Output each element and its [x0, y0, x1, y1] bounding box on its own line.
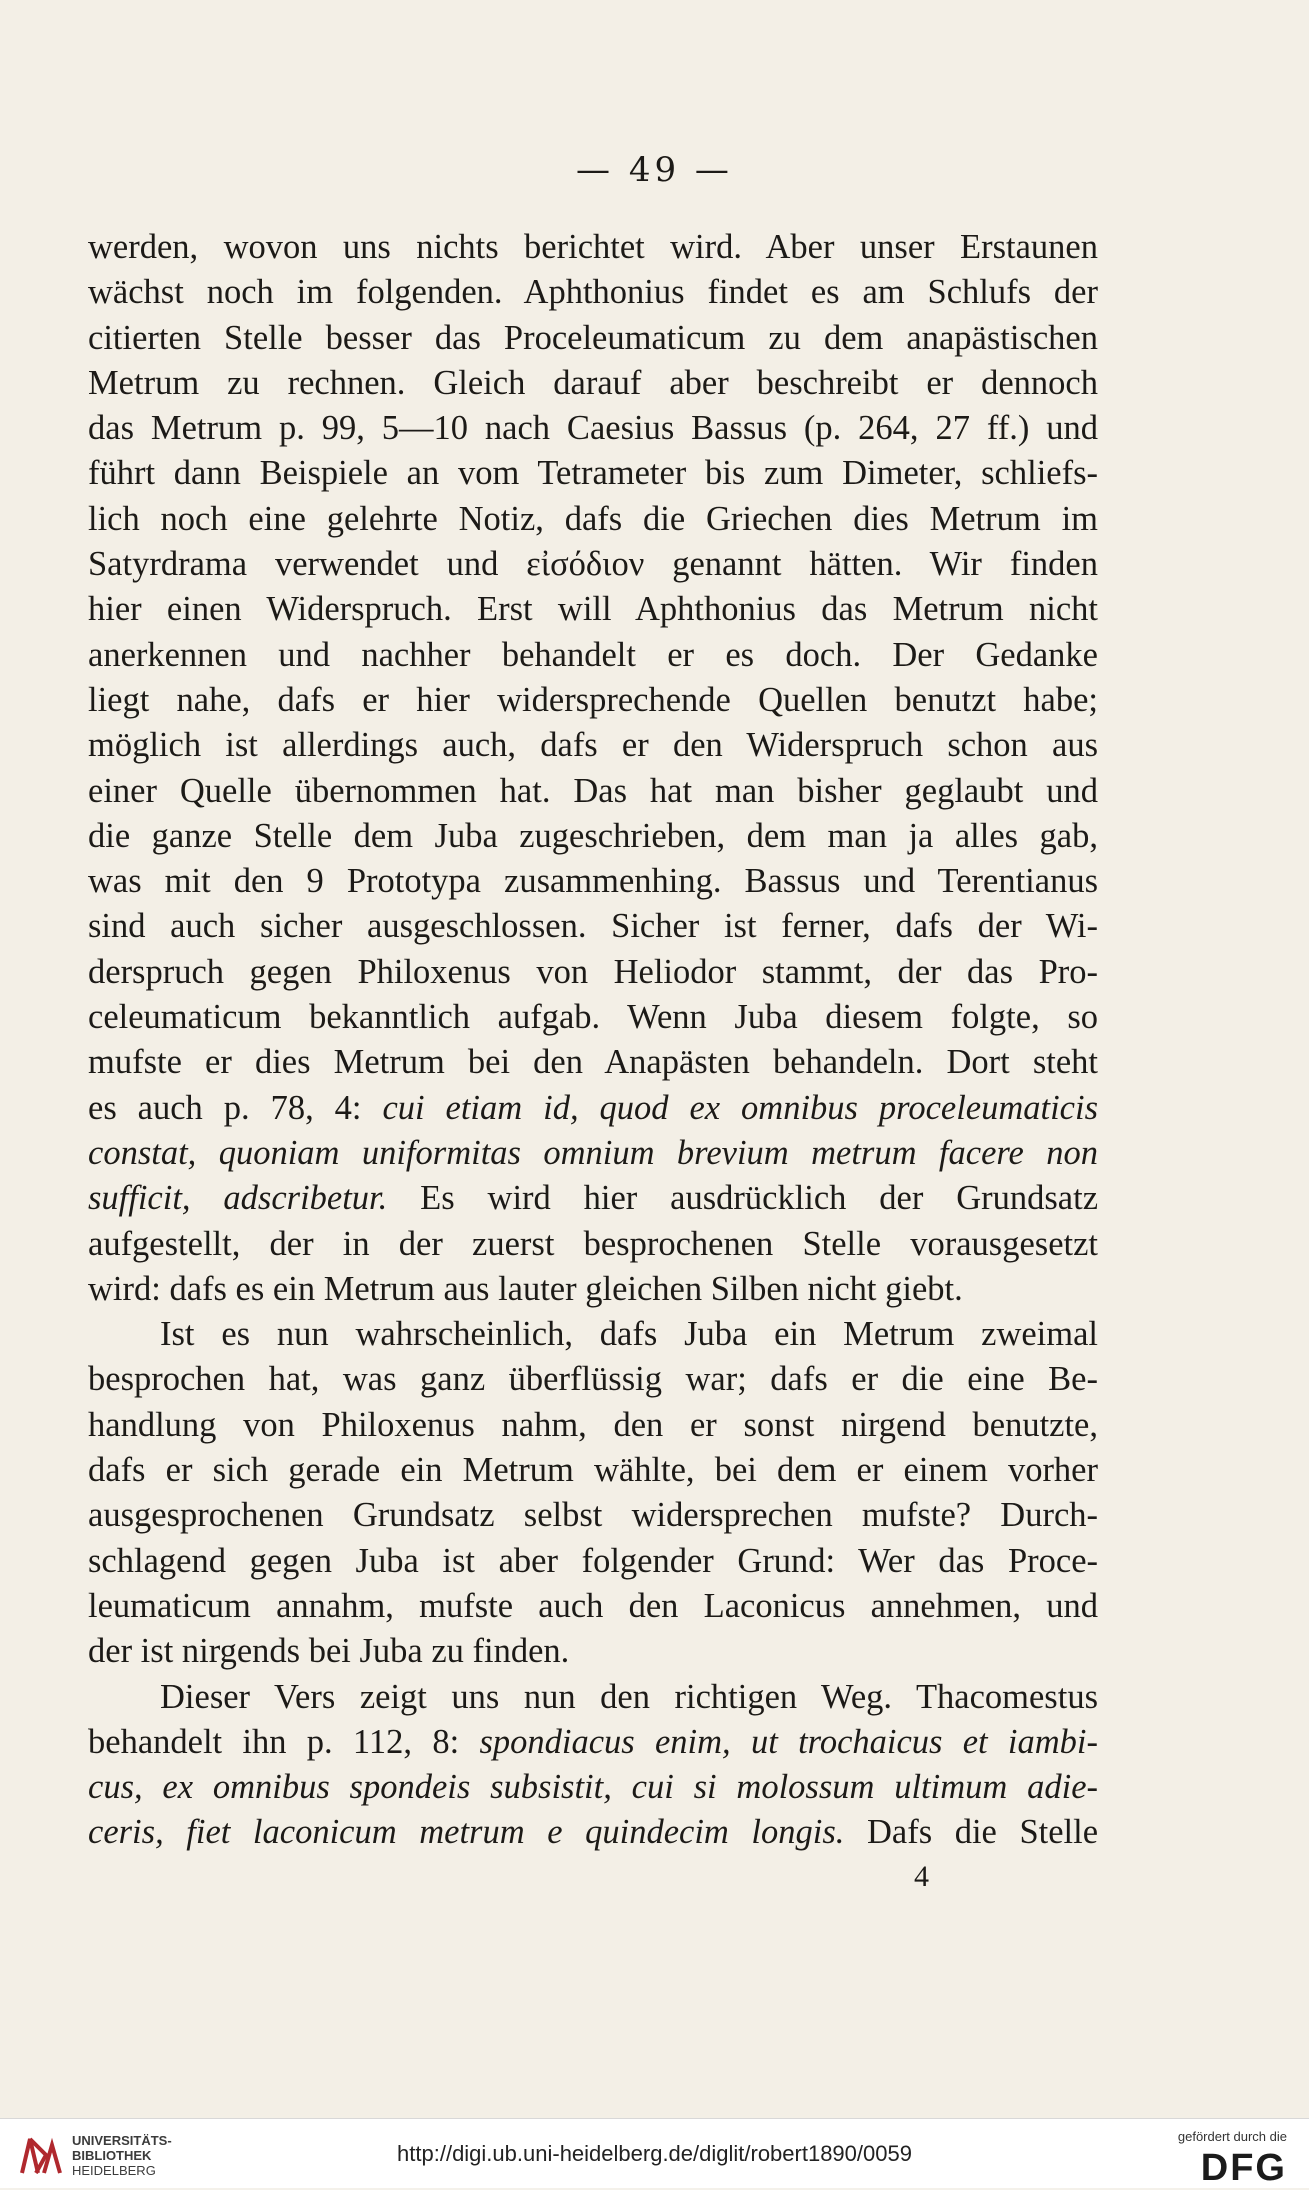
text-segment: citierten Stelle besser das Proceleumaticum zu dem anapästischen [88, 318, 1098, 357]
library-name-line3: HEIDELBERG [72, 2163, 156, 2178]
text-line [88, 950, 1098, 995]
text-segment: werden, wovon uns nichts berichtet wird. Aber unser Erstaunen [88, 228, 1098, 266]
text-segment: es auch p. 78, 4: [88, 1088, 362, 1127]
text-line [88, 1403, 1098, 1448]
text-line [88, 678, 1098, 723]
text-segment: Ist es nun wahrscheinlich, dafs Juba ein Metrum zweimal [160, 1315, 1098, 1354]
text-segment: hier einen Widerspruch. Erst will Aphthonius das Metrum nicht [88, 590, 1098, 629]
text-segment: celeumaticum bekanntlich aufgab. Wenn Juba diesem folgte, so [88, 998, 1098, 1037]
italic-segment: cui etiam id, quod ex omnibus proceleumaticis [382, 1088, 1098, 1127]
text-segment: aufgestellt, der in der zuerst besprochenen Stelle vorausgesetzt [88, 1224, 1098, 1263]
text-line [88, 723, 1098, 768]
text-line [88, 1222, 1098, 1267]
text-line [88, 1584, 1098, 1629]
text-line [88, 1040, 1098, 1085]
text-segment: der ist nirgends bei Juba zu finden. [88, 1632, 570, 1671]
text-line [88, 1675, 1098, 1720]
text-segment: wird: dafs es ein Metrum aus lauter gleichen Silben nicht giebt. [88, 1269, 963, 1308]
page-number: — 49 — [576, 150, 733, 190]
text-segment: Es wird hier ausdrücklich der Grundsatz [420, 1179, 1099, 1218]
text-segment: was mit den 9 Prototypa zusammenhing. Bassus und Terentianus [88, 862, 1098, 901]
text-line [88, 814, 1098, 859]
text-line [88, 406, 1098, 451]
italic-segment: ceris, fiet laconicum metrum e quindecim longis. [88, 1813, 845, 1852]
text-line [88, 1448, 1098, 1493]
text-line [88, 1312, 1098, 1357]
text-line [88, 633, 1098, 678]
italic-segment: cus, ex omnibus spondeis subsistit, cui si molossum ultimum adie- [88, 1768, 1098, 1807]
text-segment: derspruch gegen Philoxenus von Heliodor stammt, der das Pro- [88, 952, 1098, 991]
text-line [88, 497, 1098, 542]
text-segment: Metrum zu rechnen. Gleich darauf aber beschreibt er dennoch [88, 363, 1098, 402]
text-segment: liegt nahe, dafs er hier widersprechende Quellen benutzt habe; [88, 680, 1098, 719]
text-line [88, 859, 1098, 904]
library-name-line1: UNIVERSITÄTS- [72, 2133, 172, 2148]
text-line [88, 1493, 1098, 1538]
text-segment: behandelt ihn p. 112, 8: [88, 1722, 460, 1761]
text-segment: einer Quelle übernommen hat. Das hat man bisher geglaubt und [88, 771, 1098, 810]
text-segment: Satyrdrama verwendet und εἰσόδιον genannt hätten. Wir finden [88, 545, 1098, 584]
text-segment: sind auch sicher ausgeschlossen. Sicher ist ferner, dafs der Wi- [88, 907, 1098, 946]
text-line [88, 361, 1098, 406]
text-segment: möglich ist allerdings auch, dafs er den Widerspruch schon aus [88, 726, 1098, 765]
body-text [88, 225, 1098, 1856]
text-line [88, 225, 1098, 270]
text-line [88, 904, 1098, 949]
text-line [88, 1131, 1098, 1176]
text-segment: die ganze Stelle dem Juba zugeschrieben, dem man ja alles gab, [88, 816, 1098, 855]
text-line [88, 316, 1098, 361]
text-segment: lich noch eine gelehrte Notiz, dafs die Griechen dies Metrum im [88, 499, 1098, 538]
italic-segment: spondiacus enim, ut trochaicus et iambi- [479, 1722, 1099, 1761]
text-segment: führt dann Beispiele an vom Tetrameter bis zum Dimeter, schliefs- [88, 454, 1098, 493]
text-segment: besprochen hat, was ganz überflüssig war; dafs er die eine Be- [88, 1360, 1098, 1399]
text-segment: schlagend gegen Juba ist aber folgender Grund: Wer das Proce- [88, 1541, 1098, 1580]
text-line [88, 1765, 1098, 1810]
text-line [88, 995, 1098, 1040]
text-segment: leumaticum annahm, mufste auch den Laconicus annehmen, und [88, 1586, 1098, 1625]
text-line [88, 542, 1098, 587]
text-line [88, 270, 1098, 315]
signature-mark: 4 [914, 1860, 929, 1893]
text-line [88, 1086, 1098, 1131]
text-line [88, 1176, 1098, 1221]
text-segment: mufste er dies Metrum bei den Anapästen behandeln. Dort steht [88, 1043, 1098, 1082]
text-segment: anerkennen und nachher behandelt er es doch. Der Gedanke [88, 635, 1098, 674]
italic-segment: constat, quoniam uniformitas omnium brevium metrum facere non [88, 1133, 1098, 1172]
library-name-line2: BIBLIOTHEK [72, 2148, 152, 2163]
italic-segment: sufficit, adscribetur. [88, 1179, 388, 1218]
text-line [88, 451, 1098, 496]
text-line [88, 1629, 1098, 1674]
text-line [88, 769, 1098, 814]
text-segment: ausgesprochenen Grundsatz selbst widersprechen mufste? Durch- [88, 1496, 1098, 1535]
text-segment: Dieser Vers zeigt uns nun den richtigen Weg. Thacomestus [160, 1677, 1098, 1716]
text-segment: das Metrum p. 99, 5—10 nach Caesius Bassus (p. 264, 27 ff.) und [88, 409, 1098, 448]
funding-note: gefördert durch die [1177, 2129, 1287, 2144]
text-segment: dafs er sich gerade ein Metrum wählte, bei dem er einem vorher [88, 1451, 1098, 1490]
footer-bar [0, 2118, 1309, 2188]
text-segment: handlung von Philoxenus nahm, den er sonst nirgend benutzte, [88, 1405, 1098, 1444]
text-line [88, 1539, 1098, 1584]
text-line [88, 1720, 1098, 1765]
text-line [88, 587, 1098, 632]
text-line [88, 1357, 1098, 1402]
text-line [88, 1267, 1098, 1312]
text-segment: Dafs die Stelle [866, 1813, 1099, 1852]
source-url-link[interactable]: http://digi.ub.uni-heidelberg.de/diglit/robert1890/0059 [397, 2141, 912, 2166]
text-line [88, 1810, 1098, 1855]
dfg-logo: DFG [1200, 2147, 1287, 2189]
text-segment: wächst noch im folgenden. Aphthonius findet es am Schlufs der [88, 273, 1098, 312]
